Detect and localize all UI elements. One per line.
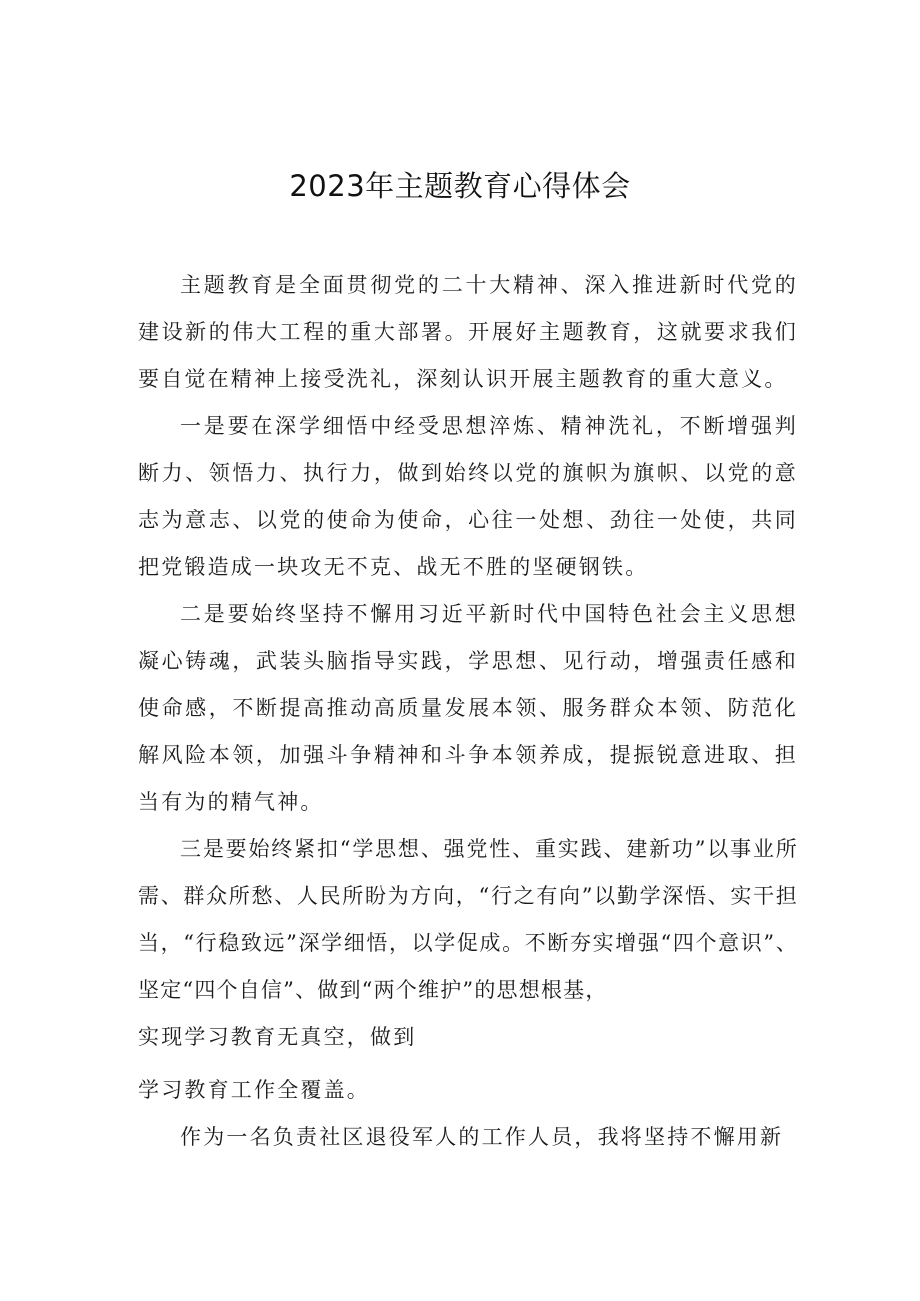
paragraph-point-two: 二是要始终坚持不懈用习近平新时代中国特色社会主义思想凝心铸魂，武装头脑指导实践，学思想、见行动，增强责任感和使命感，不断提高推动高质量发展本领、服务群众本领、防范化解风险本领，加强斗争精神和斗争本领养成，提振锐意进取、担当有为的精气神。 <box>138 602 798 814</box>
paragraph-point-one: 一是要在深学细悟中经受思想淬炼、精神洗礼，不断增强判断力、领悟力、执行力，做到始终以党的旗帜为旗帜、以党的意志为意志、以党的使命为使命，心往一处想、劲往一处使，共同把党锻造成一块攻无不克、战无不胜的坚硬钢铁。 <box>138 414 798 579</box>
paragraph-closing: 作为一名负责社区退役军人的工作人员，我将坚持不懈用新 <box>180 1125 784 1149</box>
document-body <box>138 262 798 1161</box>
paragraph-point-three: 三是要始终紧扣“学思想、强党性、重实践、建新功”以事业所需、群众所愁、人民所盼为方向，“行之有向”以勤学深悟、实干担当，“行稳致远”深学细悟，以学促成。不断夯实增强“四个意识”、坚定“四个自信”、做到“两个维护”的思想根基， <box>138 837 798 1002</box>
paragraph-fragment-line: 实现学习教育无真空，做到 <box>138 1025 417 1049</box>
document-title: 2023年主题教育心得体会 <box>289 169 631 203</box>
paragraph-intro: 主题教育是全面贯彻党的二十大精神、深入推进新时代党的建设新的伟大工程的重大部署。开展好主题教育，这就要求我们要自觉在精神上接受洗礼，深刻认识开展主题教育的重大意义。 <box>138 273 798 391</box>
paragraph-fragment-continuation: 学习教育工作全覆盖。 <box>138 1078 370 1102</box>
